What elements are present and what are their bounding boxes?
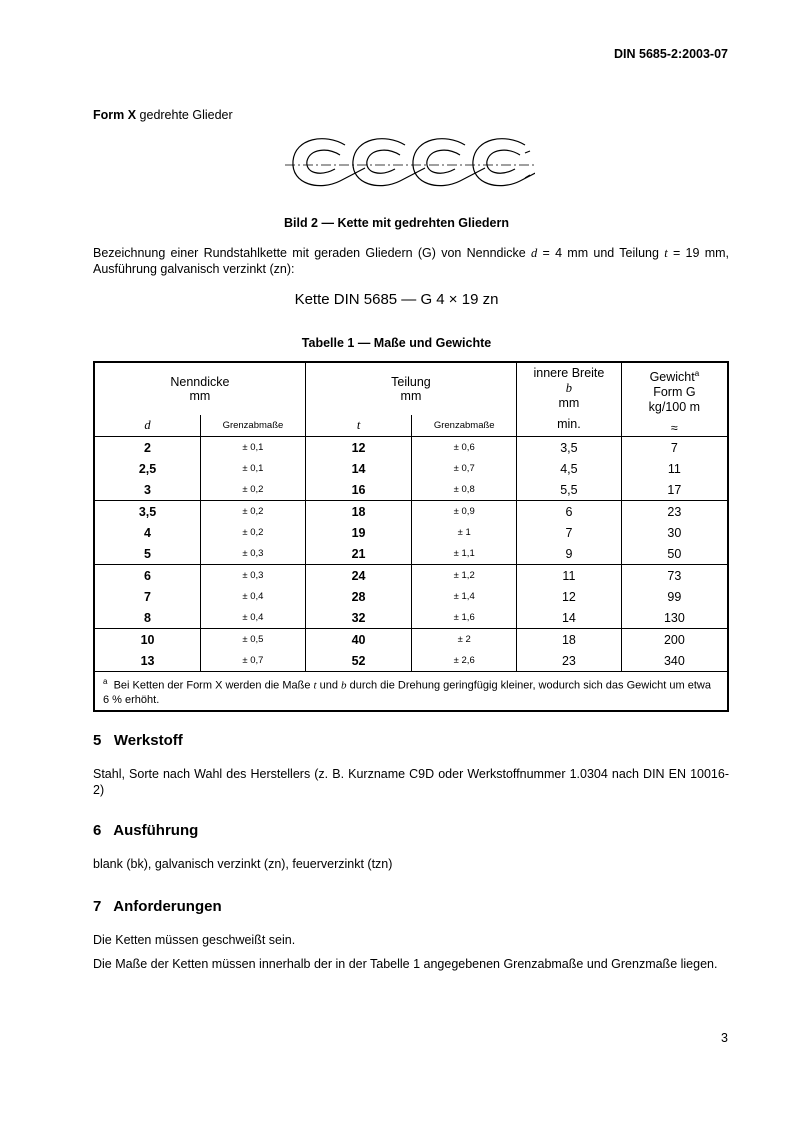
cell-d: 2,5 (138, 461, 157, 476)
cell-breite: 23 (517, 650, 622, 672)
cell-breite: 6 (517, 501, 622, 523)
header-unit: mm (558, 396, 580, 410)
cell-grenz-d: ± 0,2 (201, 501, 306, 523)
cell-gewicht: 7 (621, 437, 728, 459)
cell-d: 3 (144, 482, 151, 497)
cell-grenz-t: ± 1,4 (412, 586, 517, 607)
symbol-b: b (341, 679, 347, 692)
table-row (94, 565, 728, 587)
figure-caption: Bild 2 — Kette mit gedrehten Gliedern (283, 216, 510, 230)
header-form: Form G (653, 385, 696, 400)
section-heading-6 (93, 822, 198, 839)
cell-gewicht: 73 (621, 565, 728, 587)
designation-example: Kette DIN 5685 — G 4 × 19 zn (294, 291, 499, 308)
table-footnote (94, 672, 728, 711)
cell-d: 5 (144, 546, 151, 561)
cell-grenz-t: ± 0,6 (412, 437, 517, 459)
footnote-ref: a (694, 369, 700, 378)
cell-grenz-d: ± 0,3 (201, 565, 306, 587)
cell-grenz-t: ± 0,9 (412, 501, 517, 523)
cell-grenz-t: ± 2 (412, 629, 517, 651)
dimensions-table (93, 361, 729, 712)
symbol-d: d (530, 246, 538, 260)
text: durch die Drehung geringfügig kleiner, wodurch sich das Gewicht um etwa 6 % erhöht. (103, 679, 711, 706)
table-row (94, 543, 728, 565)
cell-grenz-t: ± 1 (412, 522, 517, 543)
text: Bei Ketten der Form X werden die Maße (113, 679, 314, 692)
section-num: 7 (93, 898, 102, 915)
cell-grenz-t: ± 1,2 (412, 565, 517, 587)
cell-t: 40 (305, 629, 412, 651)
text: = 19 mm, Ausführung galvanisch verzinkt (zn): (93, 246, 730, 276)
subheader-grenz: Grenzabmaße (412, 415, 517, 437)
form-label: Form X (93, 108, 137, 122)
chain-drawing (285, 133, 535, 195)
section-6-text: blank (bk), galvanisch verzinkt (zn), feuerverzinkt (tzn) (93, 857, 393, 871)
header-symbol: b (565, 381, 573, 395)
table-row (94, 437, 728, 459)
table-row (94, 586, 728, 607)
table-caption: Tabelle 1 — Maße und Gewichte (301, 336, 492, 350)
symbol-t: t (664, 246, 668, 260)
cell-grenz-t: ± 0,7 (412, 458, 517, 479)
cell-breite: 7 (517, 522, 622, 543)
text: = 4 mm und Teilung (537, 246, 665, 260)
table-row (94, 607, 728, 629)
section-title: Ausführung (113, 822, 199, 839)
section-heading-5 (93, 732, 183, 749)
header-teilung (305, 362, 516, 415)
cell-t: 28 (305, 586, 412, 607)
section-num: 6 (93, 822, 102, 839)
cell-grenz-d: ± 0,4 (201, 607, 306, 629)
figure-label (93, 108, 233, 122)
cell-grenz-d: ± 0,1 (201, 437, 306, 459)
cell-d: 7 (144, 589, 151, 604)
section-5-text: Stahl, Sorte nach Wahl des Herstellers (z. B. Kurzname C9D oder Werkstoffnummer 1.0304 nach DIN EN 10016-2) (93, 767, 729, 797)
symbol-t: t (313, 679, 317, 692)
section-heading-7 (93, 898, 222, 915)
cell-d: 3,5 (94, 501, 201, 523)
page-number: 3 (721, 1031, 728, 1045)
cell-d: 4 (144, 525, 151, 540)
cell-d: 8 (144, 610, 151, 625)
text: und (316, 679, 342, 692)
cell-grenz-d: ± 0,3 (201, 543, 306, 565)
header-approx: ≈ (670, 421, 678, 436)
cell-d: 6 (94, 565, 201, 587)
header-text: Teilung (391, 375, 431, 389)
header-gewicht (621, 362, 728, 437)
designation-text (93, 245, 729, 277)
text: Bezeichnung einer Rundstahlkette mit geraden Gliedern (G) von Nenndicke (93, 246, 531, 260)
header-unit: mm (400, 389, 422, 403)
cell-gewicht: 340 (621, 650, 728, 672)
subheader-grenz: Grenzabmaße (201, 415, 306, 437)
cell-d: 2 (94, 437, 201, 459)
cell-gewicht: 200 (621, 629, 728, 651)
header-text: Nenndicke (170, 375, 230, 389)
cell-grenz-d: ± 0,2 (201, 479, 306, 501)
cell-t: 21 (305, 543, 412, 565)
table-row (94, 650, 728, 672)
cell-gewicht: 50 (621, 543, 728, 565)
cell-breite: 5,5 (517, 479, 622, 501)
cell-grenz-t: ± 1,6 (412, 607, 517, 629)
cell-gewicht: 30 (621, 522, 728, 543)
header-text: Gewicht (649, 370, 695, 385)
cell-t: 24 (305, 565, 412, 587)
cell-gewicht: 17 (621, 479, 728, 501)
cell-t: 19 (305, 522, 412, 543)
cell-grenz-t: ± 1,1 (412, 543, 517, 565)
header-nenndicke (94, 362, 305, 415)
subheader-d: d (144, 418, 151, 433)
table-row (94, 479, 728, 501)
cell-t: 12 (305, 437, 412, 459)
header-min: min. (557, 417, 581, 431)
table-row (94, 522, 728, 543)
cell-gewicht: 130 (621, 607, 728, 629)
cell-t: 32 (305, 607, 412, 629)
cell-breite: 12 (517, 586, 622, 607)
section-num: 5 (93, 732, 102, 749)
cell-grenz-d: ± 0,1 (201, 458, 306, 479)
cell-t: 18 (305, 501, 412, 523)
cell-grenz-d: ± 0,4 (201, 586, 306, 607)
cell-breite: 11 (517, 565, 622, 587)
table-row (94, 458, 728, 479)
form-desc: gedrehte Glieder (136, 108, 233, 122)
document-id: DIN 5685-2:2003-07 (614, 47, 728, 61)
section-7-text-1: Die Ketten müssen geschweißt sein. (93, 933, 296, 947)
cell-grenz-d: ± 0,7 (201, 650, 306, 672)
cell-breite: 3,5 (517, 437, 622, 459)
cell-breite: 18 (517, 629, 622, 651)
cell-breite: 9 (517, 543, 622, 565)
header-breite (517, 362, 622, 437)
section-title: Anforderungen (113, 898, 222, 915)
footnote-mark: a (103, 677, 108, 687)
cell-d: 10 (94, 629, 201, 651)
cell-grenz-t: ± 0,8 (412, 479, 517, 501)
header-unit: kg/100 m (648, 400, 701, 415)
cell-gewicht: 11 (621, 458, 728, 479)
cell-gewicht: 99 (621, 586, 728, 607)
section-7-text-2: Die Maße der Ketten müssen innerhalb der in der Tabelle 1 angegebenen Grenzabmaße und Grenzmaße liegen. (93, 957, 718, 971)
cell-grenz-d: ± 0,2 (201, 522, 306, 543)
subheader-t: t (305, 415, 412, 437)
cell-t: 16 (305, 479, 412, 501)
table-row (94, 629, 728, 651)
cell-grenz-d: ± 0,5 (201, 629, 306, 651)
header-text: innere Breite (533, 366, 605, 380)
cell-t: 14 (305, 458, 412, 479)
cell-d: 13 (140, 653, 155, 668)
cell-breite: 4,5 (517, 458, 622, 479)
cell-gewicht: 23 (621, 501, 728, 523)
cell-t: 52 (305, 650, 412, 672)
header-unit: mm (189, 389, 211, 403)
table-row (94, 501, 728, 523)
cell-breite: 14 (517, 607, 622, 629)
section-title: Werkstoff (113, 732, 183, 749)
cell-grenz-t: ± 2,6 (412, 650, 517, 672)
